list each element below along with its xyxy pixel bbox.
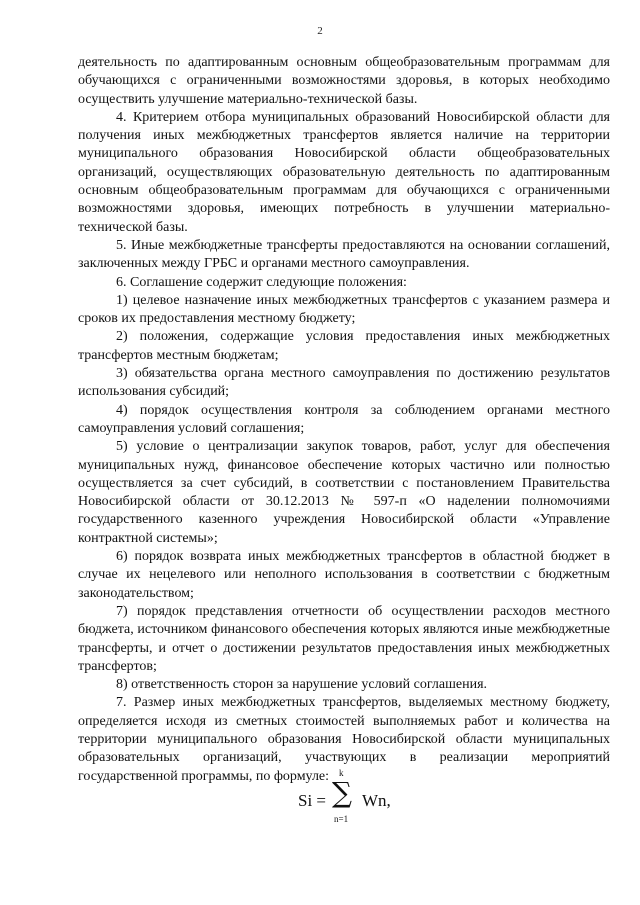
- summation-sign: ∑: [332, 776, 352, 809]
- document-body: [78, 54, 610, 786]
- list-item-7: 7) порядок представления отчетности об осуществлении расходов местного бюджета, источником финансового обеспечения которых являются иные межбюджетные трансферты, и отчет о достижении результатов предоставления иных межбюджетных трансфертов;: [78, 603, 610, 674]
- list-item-1: 1) целевое назначение иных межбюджетных трансфертов с указанием размера и сроков их предоставления местному бюджету;: [78, 292, 610, 327]
- list-item-5: 5) условие о централизации закупок товаров, работ, услуг для обеспечения муниципальных нужд, финансовое обеспечение которых частично или полностью осуществляется за счет субсидий, в соответствии с постановлением Правительства Новосибирской области от 30.12.2013 № 597-п «О наделении полномочиями государственного казенного учреждения Новосибирской области «Управление контрактной системы»;: [78, 439, 610, 546]
- list-item-6: 6) порядок возврата иных межбюджетных трансфертов в областной бюджет в случае их нецелевого или неполного использования в соответствии с бюджетным законодательством;: [78, 549, 610, 601]
- formula-lower-limit: n=1: [334, 814, 349, 824]
- formula-upper-limit: k: [339, 768, 344, 778]
- paragraph-item-6: 6. Соглашение содержит следующие положения:: [116, 274, 407, 290]
- page-number: 2: [317, 25, 323, 37]
- summation-formula: [0, 768, 640, 828]
- list-item-2: 2) положения, содержащие условия предоставления иных межбюджетных трансфертов местным бюджетам;: [78, 329, 610, 363]
- paragraph-item-5: 5. Иные межбюджетные трансферты предоставляются на основании соглашений, заключенных между ГРБС и органами местного самоуправления.: [78, 237, 610, 272]
- list-item-8: 8) ответственность сторон за нарушение условий соглашения.: [116, 677, 488, 693]
- list-item-4: 4) порядок осуществления контроля за соблюдением органами местного самоуправления условий соглашения;: [78, 402, 610, 436]
- formula-lhs: Si =: [298, 791, 327, 810]
- paragraph-item-7: 7. Размер иных межбюджетных трансфертов, выделяемых местному бюджету, определяется исходя из сметных стоимостей выполняемых работ и количества на территории муниципального образования Новосибирской области муниципальных образовательных организаций, участвующих в реализации мероприятий государственной программы, по формуле:: [78, 695, 610, 784]
- formula-rhs: Wn,: [362, 791, 391, 810]
- paragraph-continuation: деятельность по адаптированным основным общеобразовательным программам для обучающихся с ограниченными возможностями здоровья, в которых необходимо осуществить улучшение материально-технической базы.: [78, 55, 610, 107]
- list-item-3: 3) обязательства органа местного самоуправления по достижению результатов использования субсидий;: [78, 366, 610, 400]
- paragraph-item-4: 4. Критерием отбора муниципальных образований Новосибирской области для получения иных межбюджетных трансфертов является наличие на территории муниципального образования Новосибирской области общеобразовательных организаций, осуществляющих образовательную деятельность по адаптированным основным общеобразовательным программам для обучающихся с ограниченными возможностями здоровья, имеющих потребность в улучшении материально-технической базы.: [78, 109, 610, 235]
